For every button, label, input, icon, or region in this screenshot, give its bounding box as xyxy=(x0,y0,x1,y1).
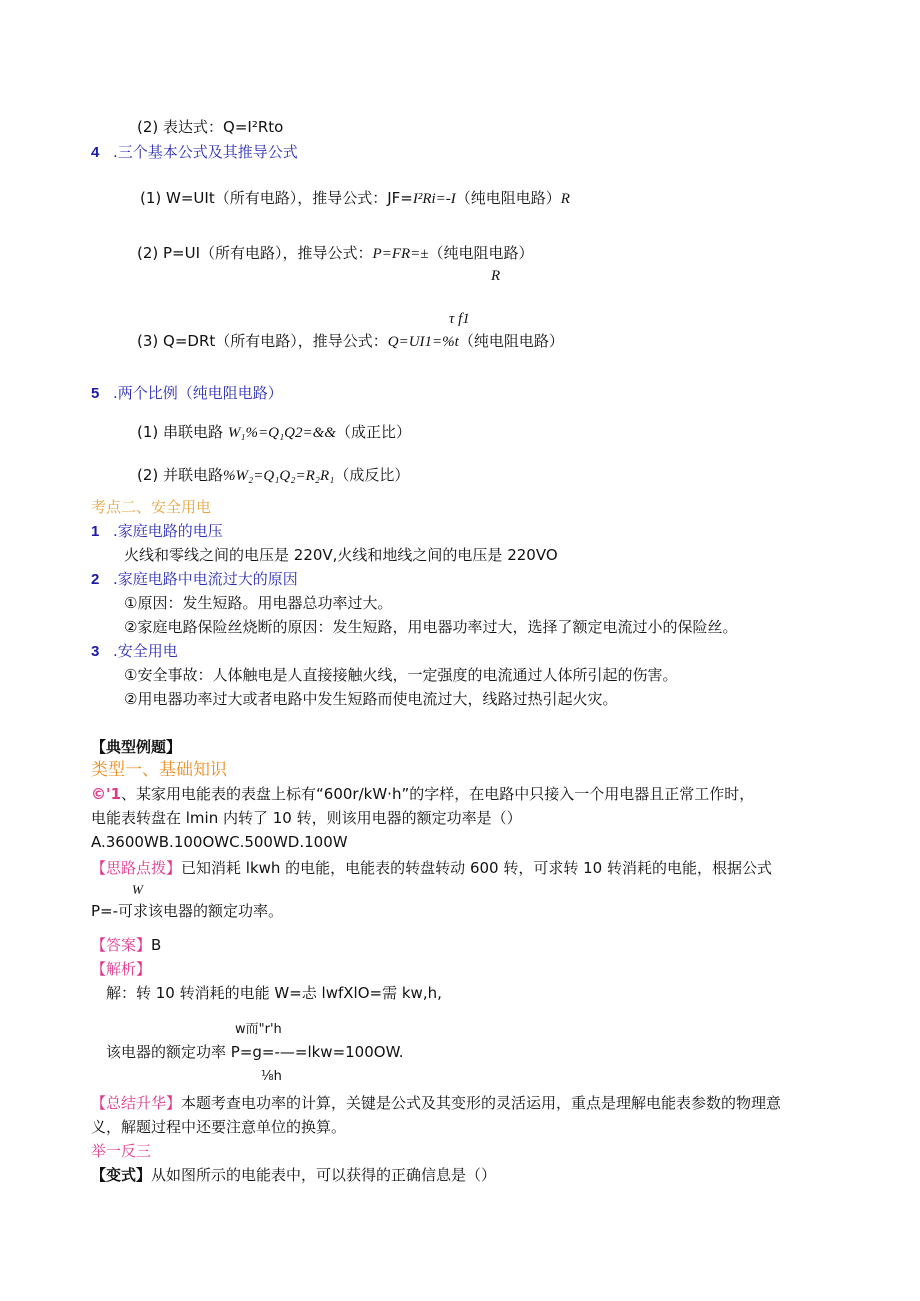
safety-heading-1 xyxy=(91,521,223,542)
analysis-line-2: 该电器的额定功率 P=g=-—=lkw=100OW. xyxy=(106,1043,404,1061)
formula-1-derived: I²Ri=-I xyxy=(412,191,456,207)
question-text-1: 、某家用电能表的表盘上标有“600r/kW·h”的字样，在电路中只接入一个用电器且正常工作时， xyxy=(121,785,755,803)
safety-reason-2: ②家庭电路保险丝烧断的原因：发生短路，用电器功率过大，选择了额定电流过小的保险丝。 xyxy=(124,618,738,636)
ratio-series-formula: W₁%=Q₁Q2=&& xyxy=(227,425,336,441)
heading-4 xyxy=(91,142,298,163)
formula-1-main: (1) W=UIt（所有电路），推导公式：JF= xyxy=(140,189,413,207)
typical-examples-tag: 【典型例题】 xyxy=(91,738,182,756)
hint-line-2: P=-可求该电器的额定功率。 xyxy=(91,902,284,920)
formula-2-derived: P=FR=± xyxy=(372,246,429,262)
question-line-2: 电能表转盘在 lmin 内转了 10 转，则该用电器的额定功率是（） xyxy=(91,809,522,827)
formula-2-main: (2) P=UI（所有电路），推导公式： xyxy=(137,244,373,262)
hint-formula-numerator: W xyxy=(132,882,143,897)
ratio-parallel-note: （成反比） xyxy=(334,466,410,484)
juyi-fansan-heading: 举一反三 xyxy=(91,1142,152,1160)
ratio-parallel xyxy=(137,465,409,486)
safety-heading-1-text: .家庭电路的电压 xyxy=(113,522,223,540)
safety-heading-1-number: 1 xyxy=(91,523,100,540)
formula-1 xyxy=(140,188,570,209)
summary-tag: 【总结升华】 xyxy=(91,1094,182,1112)
safety-accident-2: ②用电器功率过大或者电路中发生短路而使电流过大，线路过热引起火灾。 xyxy=(124,690,618,708)
safety-heading-3 xyxy=(91,641,178,662)
formula-2-note: （纯电阻电路） xyxy=(428,244,534,262)
hint-line xyxy=(91,858,772,878)
formula-2-denominator: R xyxy=(491,268,501,284)
summary-text-1: 本题考查电功率的计算，关键是公式及其变形的灵活运用，重点是理解电能表参数的物理意 xyxy=(181,1094,782,1112)
analysis-fraction-bottom: ⅛h xyxy=(261,1069,282,1084)
variant-line xyxy=(91,1165,496,1185)
analysis-line-1: 解：转 10 转消耗的电能 W=忐 lwfXlO=需 kw,h, xyxy=(106,984,442,1002)
safety-heading-3-text: .安全用电 xyxy=(113,642,178,660)
question-line-1 xyxy=(91,784,754,804)
heading-4-number: 4 xyxy=(91,144,100,161)
answer-line xyxy=(91,935,161,955)
safety-voltage-text: 火线和零线之间的电压是 220V,火线和地线之间的电压是 220VO xyxy=(124,546,558,564)
variant-text: 从如图所示的电能表中，可以获得的正确信息是（） xyxy=(151,1166,497,1184)
formula-3 xyxy=(137,331,564,352)
analysis-fraction-top: w而"r'h xyxy=(235,1022,282,1037)
formula-3-derived: Q=UI1=%t xyxy=(387,334,459,350)
hint-text: 已知消耗 lkwh 的电能，电能表的转盘转动 600 转，可求转 10 转消耗的电能，根据公式 xyxy=(181,859,772,877)
safety-heading-3-number: 3 xyxy=(91,643,100,660)
ratio-series xyxy=(137,422,411,443)
safety-heading-2-number: 2 xyxy=(91,571,100,588)
question-options: A.3600WB.100OWC.500WD.100W xyxy=(91,833,348,851)
safety-heading-2-text: .家庭电路中电流过大的原因 xyxy=(113,570,298,588)
heading-5-number: 5 xyxy=(91,385,100,402)
answer-tag: 【答案】 xyxy=(91,936,152,954)
safety-accident-1: ①安全事故：人体触电是人直接接触火线，一定强度的电流通过人体所引起的伤害。 xyxy=(124,666,678,684)
section-title-safety: 考点二、安全用电 xyxy=(91,498,212,516)
ratio-series-note: （成正比） xyxy=(335,423,411,441)
type-one-heading: 类型一、基础知识 xyxy=(91,760,227,780)
formula-1-note: （纯电阻电路） xyxy=(455,189,561,207)
hint-tag: 【思路点拨】 xyxy=(91,859,182,877)
ratio-series-label: (1) 串联电路 xyxy=(137,423,224,441)
formula-3-note: （纯电阻电路） xyxy=(458,332,564,350)
summary-line-2: 义，解题过程中还要注意单位的换算。 xyxy=(91,1118,347,1136)
variant-tag: 【变式】 xyxy=(91,1166,152,1184)
heading-5 xyxy=(91,383,283,404)
formula-3-main: (3) Q=DRt（所有电路），推导公式： xyxy=(137,332,388,350)
safety-heading-2 xyxy=(91,569,298,590)
ratio-parallel-label: (2) 并联电路 xyxy=(137,466,224,484)
heading-5-text: .两个比例（纯电阻电路） xyxy=(113,384,283,402)
question-marker: ©'1 xyxy=(91,785,122,803)
formula-1-r: R xyxy=(560,191,570,207)
formula-2 xyxy=(137,243,534,264)
formula-3-superscript: τ f1 xyxy=(449,311,470,327)
formula-line-expression: (2) 表达式：Q=I²Rto xyxy=(137,118,284,136)
safety-reason-1: ①原因：发生短路。用电器总功率过大。 xyxy=(124,594,393,612)
heading-4-text: .三个基本公式及其推导公式 xyxy=(113,143,298,161)
analysis-tag: 【解析】 xyxy=(91,960,152,978)
answer-value: B xyxy=(151,936,162,954)
ratio-parallel-formula: %W₂=Q₁Q₂=R₂R₁ xyxy=(223,468,335,484)
summary-line-1 xyxy=(91,1093,781,1113)
